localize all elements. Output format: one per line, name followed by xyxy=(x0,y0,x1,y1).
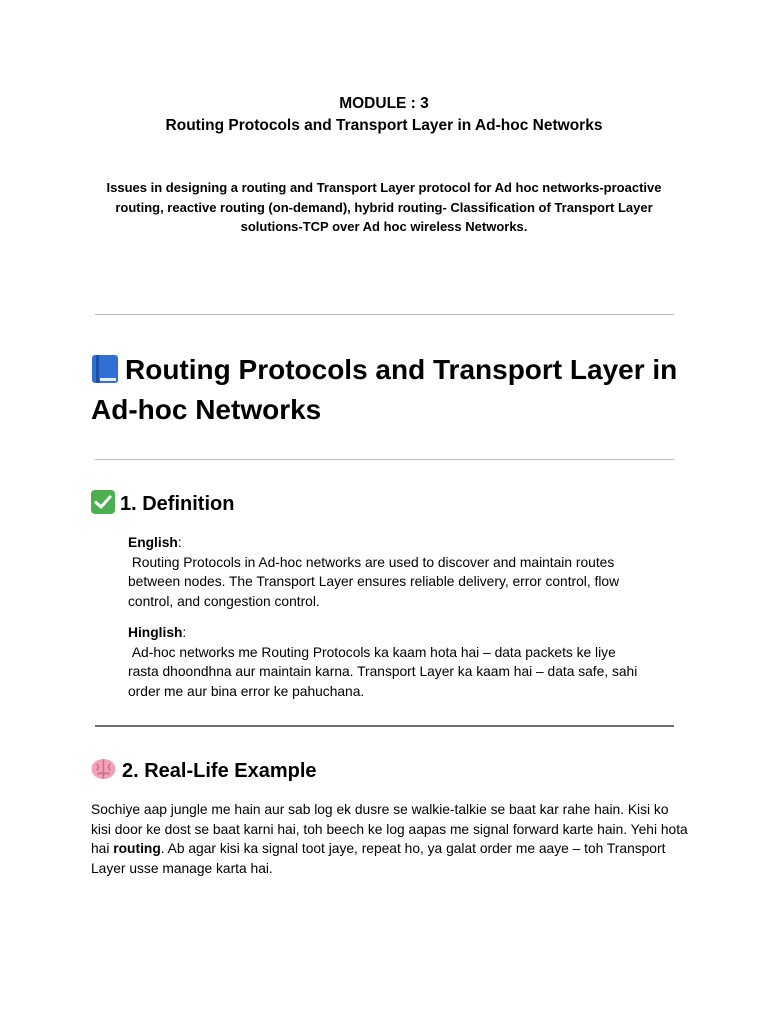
example-paragraph: Sochiye aap jungle me hain aur sab log ek dusre se walkie-talkie se baat kar rahe hain. Kisi ko kisi door ke dost se baat karni hai, toh beech ke log aapas me signal forward karte hain. Yehi hota hai routing. Ab agar kisi ka signal toot jaye, repeat ho, ya galat order me aaye – toh Transport Layer usse manage karta hai. xyxy=(91,802,688,876)
main-heading-text: Routing Protocols and Transport Layer in Ad-hoc Networks xyxy=(91,354,678,425)
divider xyxy=(95,314,674,315)
example-heading-text: 2. Real-Life Example xyxy=(122,760,317,782)
hinglish-label: Hinglish xyxy=(128,625,183,640)
module-header xyxy=(0,93,768,137)
hinglish-definition: Hinglish: Ad-hoc networks me Routing Protocols ka kaam hota hai – data packets ke liye rasta dhoondhna aur maintain karna. Transport Layer ka kaam hai – data safe, sahi order me aur bina error ke pahuchana. xyxy=(128,623,648,701)
english-label: English xyxy=(128,535,178,550)
blue-book-icon xyxy=(91,354,119,384)
english-text: Routing Protocols in Ad-hoc networks are used to discover and maintain routes between nodes. The Transport Layer ensures reliable delivery, error control, flow control, and congestion control. xyxy=(128,554,620,609)
hinglish-text: Ad-hoc networks me Routing Protocols ka kaam hota hai – data packets ke liye rasta dhoondhna aur maintain karna. Transport Layer ka kaam hai – data safe, sahi order me aur bina error ke pahuchana. xyxy=(128,644,638,699)
routing-bold: routing xyxy=(113,841,161,856)
example-heading xyxy=(91,758,317,784)
divider xyxy=(95,725,674,727)
definition-heading-text: 1. Definition xyxy=(120,493,235,515)
check-mark-icon xyxy=(91,490,115,514)
syllabus-text: Issues in designing a routing and Transport Layer protocol for Ad hoc networks-proactive routing, reactive routing (on-demand), hybrid routing- Classification of Transport Layer solutions-TCP over Ad hoc wireless Networks. xyxy=(106,180,662,234)
main-heading xyxy=(91,350,691,430)
module-title: Routing Protocols and Transport Layer in Ad-hoc Networks xyxy=(165,117,603,134)
brain-icon xyxy=(91,758,116,780)
english-definition: English: Routing Protocols in Ad-hoc networks are used to discover and maintain routes between nodes. The Transport Layer ensures reliable delivery, error control, flow control, and congestion control. xyxy=(128,533,648,611)
divider xyxy=(95,459,674,460)
module-number: MODULE : 3 xyxy=(339,95,429,112)
definition-heading xyxy=(91,490,234,517)
